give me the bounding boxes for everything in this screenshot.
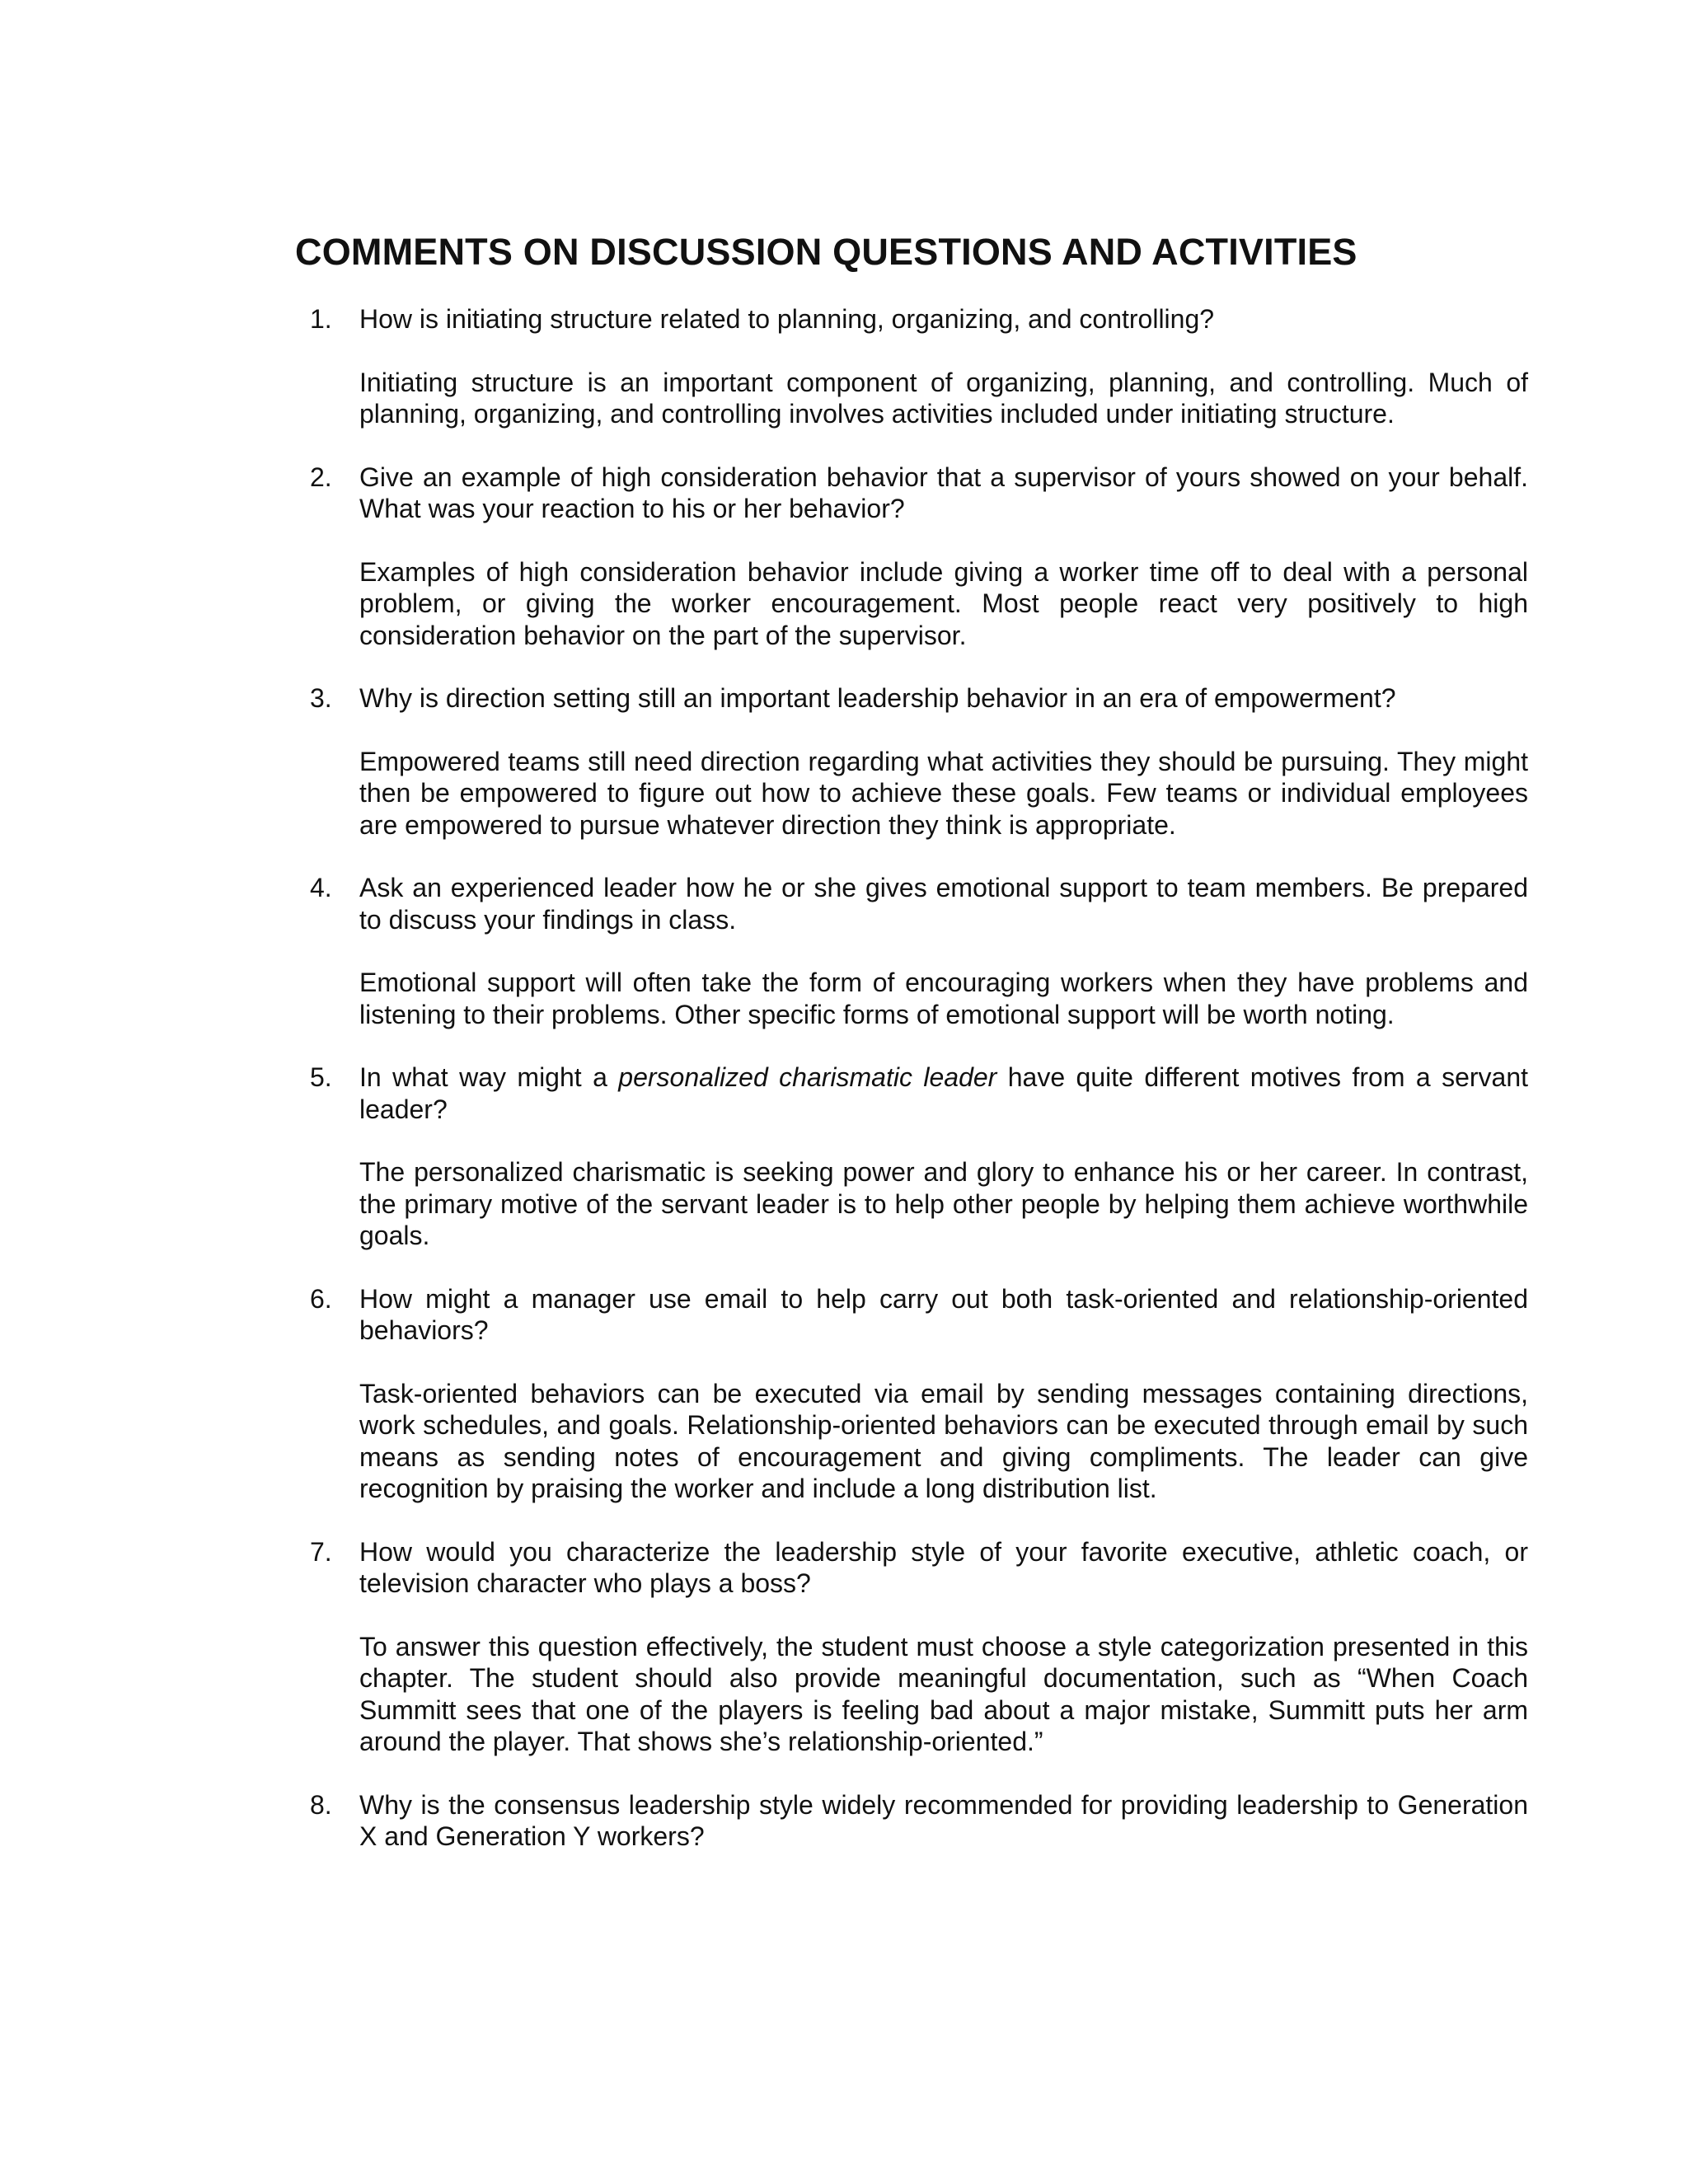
answer-text: Task-oriented behaviors can be executed via email by sending messages containing directions, work schedules, and goals. Relationship-oriented behaviors can be executed through email by such means as sending notes of encouragement and giving compliments. The leader can give recognition by praising the worker and include a long distribution list. <box>359 1378 1528 1503</box>
question-item-1 <box>310 303 1528 430</box>
question-body <box>359 1062 1528 1252</box>
answer-text: Initiating structure is an important component of organizing, planning, and controlling. Much of planning, organizing, and controlling involves activities included under initiating structure. <box>359 367 1528 429</box>
question-number: 7. <box>310 1536 332 1567</box>
page-title: COMMENTS ON DISCUSSION QUESTIONS AND ACTIVITIES <box>295 231 1357 273</box>
question-number: 8. <box>310 1789 332 1820</box>
answer-text: Examples of high consideration behavior include giving a worker time off to deal with a personal problem, or giving the worker encouragement. Most people react very positively to high consideration behavior on the part of the supervisor. <box>359 556 1528 650</box>
question-body <box>359 462 1528 652</box>
question-text: How might a manager use email to help carry out both task-oriented and relationship-oriented behaviors? <box>359 1283 1528 1345</box>
question-text: Why is the consensus leadership style widely recommended for providing leadership to Generation X and Generation Y workers? <box>359 1789 1528 1851</box>
question-body <box>359 303 1528 430</box>
question-body <box>359 1789 1528 1853</box>
question-item-7 <box>310 1536 1528 1758</box>
question-text-start: In what way might a <box>359 1062 619 1092</box>
question-number: 5. <box>310 1062 332 1092</box>
answer-text: Empowered teams still need direction regarding what activities they should be pursuing. They might then be empowered to figure out how to achieve these goals. Few teams or individual employees are empowered to pursue whatever direction they think is appropriate. <box>359 746 1528 840</box>
question-item-3 <box>310 682 1528 841</box>
question-item-4 <box>310 872 1528 1030</box>
question-list <box>310 303 1528 1884</box>
question-item-2 <box>310 462 1528 652</box>
answer-text: To answer this question effectively, the student must choose a style categorization presented in this chapter. The student should also provide meaningful documentation, such as “When Coach Summitt sees that one of the players is feeling bad about a major mistake, Summitt puts her arm around the player. That shows she’s relationship-oriented.” <box>359 1631 1528 1756</box>
question-text: Give an example of high consideration behavior that a supervisor of yours showed on your behalf. What was your reaction to his or her behavior? <box>359 462 1528 523</box>
question-item-8 <box>310 1789 1528 1853</box>
question-text: Ask an experienced leader how he or she gives emotional support to team members. Be prepared to discuss your findings in class. <box>359 873 1528 935</box>
question-item-6 <box>310 1283 1528 1505</box>
question-number: 1. <box>310 304 332 334</box>
question-body <box>359 682 1528 841</box>
question-text: Why is direction setting still an important leadership behavior in an era of empowerment? <box>359 683 1396 713</box>
question-number: 6. <box>310 1283 332 1314</box>
question-text-end: have quite different motives from a servant leader? <box>359 1062 1529 1124</box>
question-number: 2. <box>310 462 332 492</box>
question-body <box>359 1283 1528 1505</box>
question-text: How would you characterize the leadership style of your favorite executive, athletic coach, or television character who plays a boss? <box>359 1536 1528 1598</box>
question-text: How is initiating structure related to planning, organizing, and controlling? <box>359 304 1215 334</box>
question-emphasis: personalized charismatic leader <box>618 1062 997 1092</box>
answer-text: Emotional support will often take the form of encouraging workers when they have problems and listening to their problems. Other specific forms of emotional support will be worth noting. <box>359 968 1528 1029</box>
question-number: 3. <box>310 683 332 713</box>
question-text <box>359 1062 1528 1125</box>
question-item-5 <box>310 1062 1528 1252</box>
question-body <box>359 872 1528 1030</box>
question-body <box>359 1536 1528 1758</box>
question-number: 4. <box>310 873 332 902</box>
answer-text: The personalized charismatic is seeking power and glory to enhance his or her career. In contrast, the primary motive of the servant leader is to help other people by helping them achieve worthwhile goals. <box>359 1157 1528 1250</box>
